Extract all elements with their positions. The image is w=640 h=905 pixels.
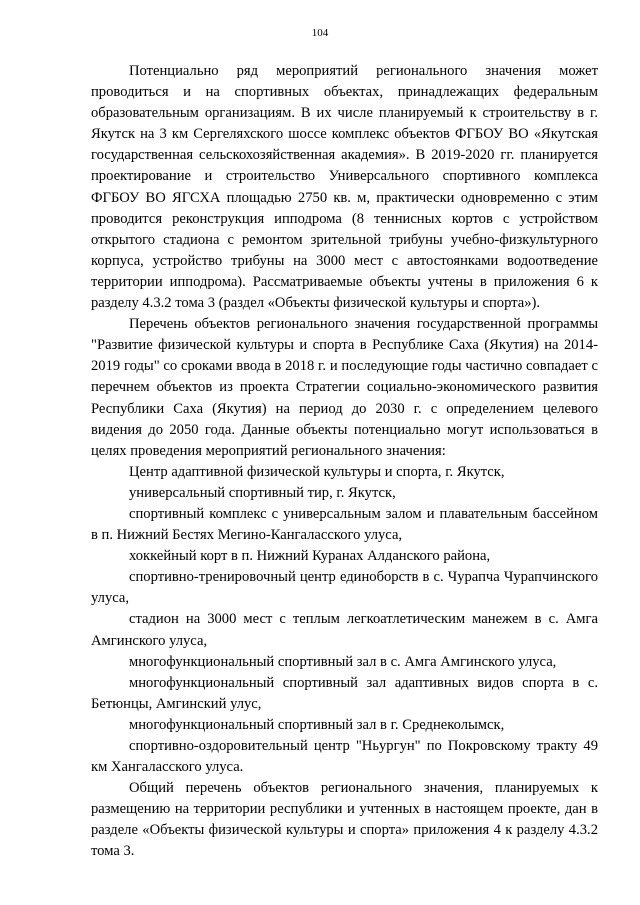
list-item: спортивно-оздоровительный центр "Ньургун" по Покровскому тракту 49 км Хангаласского улуса. [91,738,598,776]
page-number: 104 [311,27,329,39]
list-item: многофункциональный спортивный зал в с. Амга Амгинского улуса, [129,653,557,670]
list-item: универсальный спортивный тир, г. Якутск, [129,484,396,501]
paragraph-general-list: Общий перечень объектов регионального значения, планируемых к размещению на территории республики и учтенных в настоящем проекте, дан в разделе «Объекты физической культуры и спорта» приложения 4 к разделу 4.3.2 тома 3. [91,780,598,860]
list-item: хоккейный корт в п. Нижний Куранах Алданского района, [129,548,491,565]
list-item: спортивный комплекс с универсальным залом и плавательным бассейном в п. Нижний Бестях Мегино-Кангаласского улуса, [91,505,598,544]
list-item: многофункциональный спортивный зал в г. Среднеколымск, [129,716,505,733]
list-item: спортивно-тренировочный центр единоборств в с. Чурапча Чурапчинского улуса, [91,569,598,607]
list-item: многофункциональный спортивный зал адаптивных видов спорта в с. Бетюнцы, Амгинский улус, [91,674,598,712]
paragraph-federal-facilities: Потенциально ряд мероприятий регионального значения может проводиться и на спортивных объектах, принадлежащих федеральным образовательным организациям. В их числе планируемый к строительству в г. Якутск на 3 км Сергеляхского шоссе комплекс объектов ФГБОУ ВО «Якутская государственная сельскохозяйственная академия». В 2019-2020 гг. планируется проектирование и строительство Универсального спортивного комплекса ФГБОУ ВО ЯГСХА площадью 2750 кв. м, практически одновременно с этим проводится реконструкция ипподрома (8 теннисных кортов с устройством открытого стадиона с ремонтом зрительной трибуны учебно-физкультурного корпуса, устройство трибуны на 3000 мест с автостоянками водоотведение территории ипподрома). Рассматриваемые объекты учтены в приложения 6 к разделу 4.3.2 тома 3 (раздел «Объекты физической культуры и спорта»). [91,63,598,312]
objects-list [91,462,598,778]
list-item: Центр адаптивной физической культуры и спорта, г. Якутск, [129,463,505,480]
list-item: стадион на 3000 мест с теплым легкоатлетическим манежем в с. Амга Амгинского улуса, [91,611,598,649]
document-body [91,61,598,863]
paragraph-program-objects: Перечень объектов регионального значения государственной программы "Развитие физической культуры и спорта в Республике Саха (Якутия) на 2014-2019 годы" со сроками ввода в 2018 г. и последующие годы частично совпадает с перечнем объектов из проекта Стратегии социально-экономического развития Республики Саха (Якутия) на период до 2030 г. с определением целевого видения до 2050 года. Данные объекты потенциально могут использоваться в целях проведения мероприятий регионального значения: [91,316,598,459]
